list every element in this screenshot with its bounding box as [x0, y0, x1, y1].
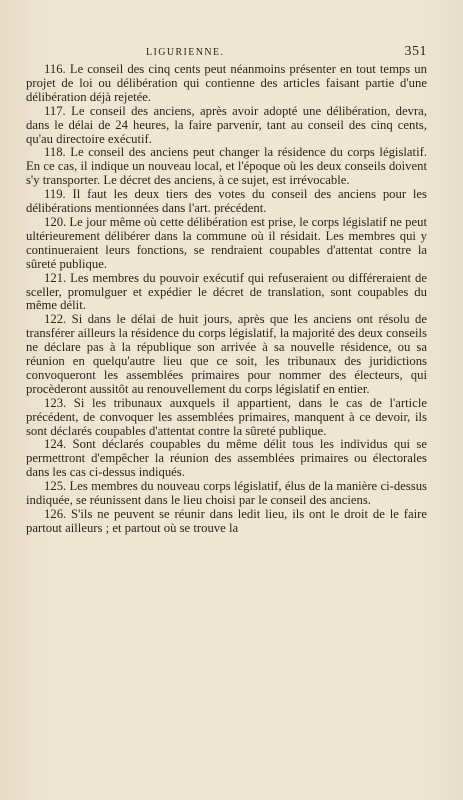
article-121: 121. Les membres du pouvoir exécutif qui refuseraient ou différeraient de sceller, promulguer et expédier le décret de translation, sont coupables du même délit.: [26, 270, 427, 313]
running-head: [26, 44, 427, 62]
page-number: 351: [404, 44, 427, 59]
article-125: 125. Les membres du nouveau corps législatif, élus de la manière ci-dessus indiquée, se réunissent dans le lieu choisi par le conseil des anciens.: [26, 479, 427, 508]
article-124: 124. Sont déclarés coupables du même délit tous les individus qui se permettront d'empêcher la réunion des assemblées primaires ou électorales dans les cas ci-dessus indiqués.: [26, 437, 427, 480]
article-123: 123. Si les tribunaux auxquels il appartient, dans le cas de l'article précédent, de convoquer les assemblées primaires, manquent à ce devoir, ils sont déclarés coupables d'attentat contre la sûreté publique.: [26, 395, 427, 438]
article-122: 122. Si dans le délai de huit jours, après que les anciens ont résolu de transférer ailleurs la résidence du corps législatif, la majorité des deux conseils ne déclare pas à la république son arrivée à sa nouvelle résidence, ou sa réunion en quelqu'autre lieu que ce soit, les tribunaux des juridictions convoqueront les assemblées primaires pour nommer des électeurs, qui procèderont aussitôt au renouvellement du corps législatif en entier.: [26, 312, 427, 396]
running-title: LIGURIENNE.: [146, 47, 225, 58]
article-126: 126. S'ils ne peuvent se réunir dans ledit lieu, ils ont le droit de le faire partout ailleurs ; et partout où se trouve la: [26, 507, 427, 535]
article-119: 119. Il faut les deux tiers des votes du conseil des anciens pour les délibérations mentionnées dans l'art. précédent.: [26, 187, 427, 216]
article-120: 120. Le jour même où cette délibération est prise, le corps législatif ne peut ultérieurement délibérer dans la commune où il résidait. Les membres qui y continueraient leurs fonctions, se rendraient coupables d'attentat contre la sûreté publique.: [26, 214, 427, 271]
article-116: 116. Le conseil des cinq cents peut néanmoins présenter en tout temps un projet de loi ou délibération qui contienne des articles faisant partie d'une délibération déjà rejetée.: [26, 62, 427, 104]
article-117: 117. Le conseil des anciens, après avoir adopté une délibération, devra, dans le délai de 24 heures, la faire parvenir, tant au conseil des cinq cents, qu'au directoire exécutif.: [26, 103, 427, 146]
body-text: [26, 63, 427, 536]
article-118: 118. Le conseil des anciens peut changer la résidence du corps législatif. En ce cas, il indique un nouveau local, et l'époque où les deux conseils doivent s'y transporter. Le décret des anciens, à ce sujet, est irrévocable.: [26, 145, 427, 188]
